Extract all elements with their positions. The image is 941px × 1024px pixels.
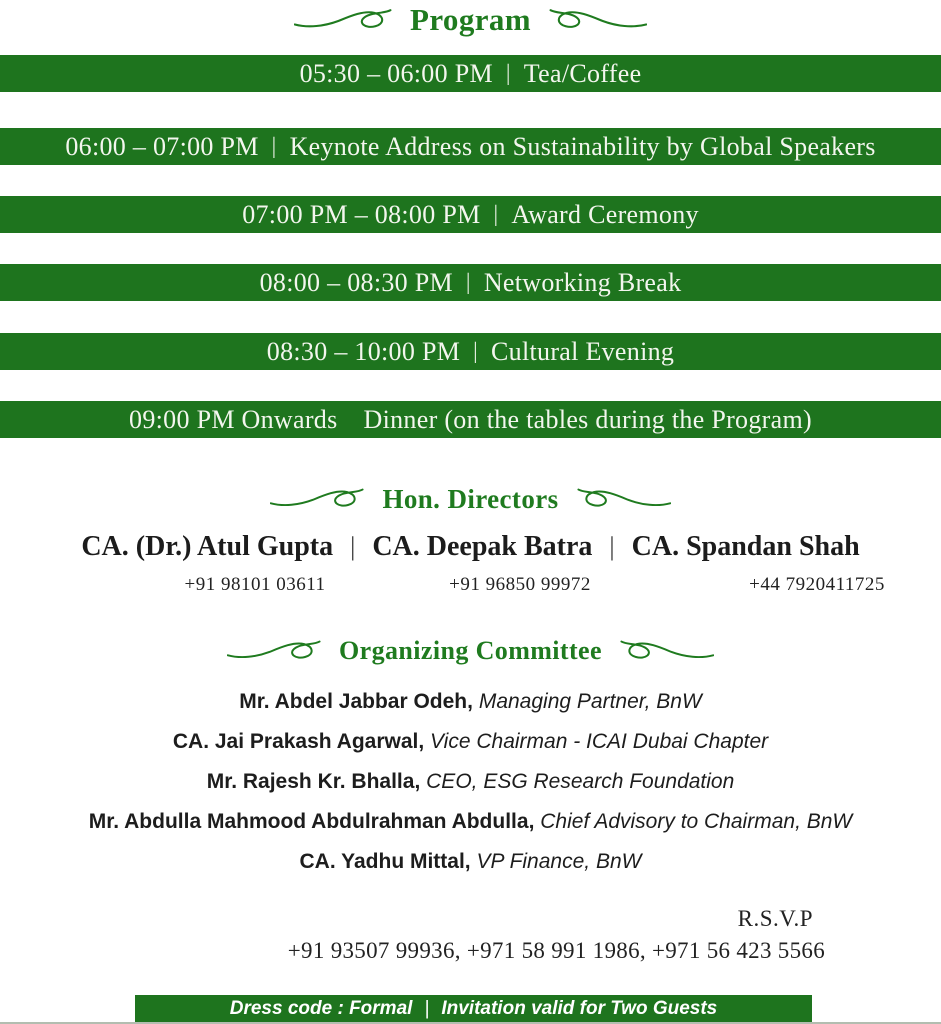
schedule-bar: [0, 196, 941, 233]
footer-dress-code: Dress code : Formal: [229, 997, 413, 1019]
directors-separator: |: [350, 532, 356, 561]
director-name: CA. Deepak Batra: [372, 531, 593, 562]
committee-member: [0, 810, 941, 834]
flourish-left-icon: [270, 486, 366, 512]
committee-member-role: Managing Partner, BnW: [478, 690, 702, 713]
schedule-event: Keynote Address on Sustainability by Global Speakers: [289, 131, 876, 161]
schedule-event: Award Ceremony: [511, 199, 699, 229]
schedule-bar: [0, 264, 941, 301]
director-phone: +91 98101 03611: [184, 574, 326, 595]
committee-member-name: Mr. Abdel Jabbar Odeh,: [239, 690, 473, 713]
directors-separator: |: [609, 532, 615, 561]
schedule-time: 06:00 – 07:00 PM: [65, 131, 259, 161]
schedule-time: 05:30 – 06:00 PM: [299, 58, 493, 88]
rsvp-label: R.S.V.P: [737, 906, 813, 931]
schedule-time: 07:00 PM – 08:00 PM: [242, 199, 481, 229]
program-heading: [0, 0, 941, 40]
schedule-event: Tea/Coffee: [523, 58, 642, 88]
flourish-right-icon: [618, 638, 714, 664]
director-phone: +91 96850 99972: [449, 574, 591, 595]
committee-member-role: CEO, ESG Research Foundation: [426, 770, 735, 793]
committee-member-role: Chief Advisory to Chairman, BnW: [540, 810, 853, 833]
schedule-bar: [0, 333, 941, 370]
schedule-bar: [0, 128, 941, 165]
committee-member: [0, 730, 941, 754]
directors-names-row: [0, 531, 941, 563]
footer-guests-note: Invitation valid for Two Guests: [441, 997, 718, 1019]
flourish-right-icon: [575, 486, 671, 512]
schedule-separator: |: [505, 59, 511, 85]
committee-member-name: Mr. Rajesh Kr. Bhalla,: [206, 770, 421, 793]
rsvp-phones: +91 93507 99936, +971 58 991 1986, +971 56 423 5566: [287, 938, 825, 963]
schedule-event: Dinner (on the tables during the Program): [363, 404, 812, 434]
director-name: CA. (Dr.) Atul Gupta: [81, 531, 334, 562]
schedule-separator: |: [473, 337, 479, 363]
committee-member-name: CA. Jai Prakash Agarwal,: [172, 730, 425, 753]
schedule-time: 08:30 – 10:00 PM: [266, 336, 461, 366]
footer-dress-code-bar: [135, 995, 812, 1022]
directors-heading: [0, 480, 941, 518]
schedule-time: 09:00 PM Onwards: [129, 404, 338, 434]
committee-member-name: Mr. Abdulla Mahmood Abdulrahman Abdulla,: [88, 810, 535, 833]
committee-member: [0, 770, 941, 794]
footer-separator: |: [424, 997, 430, 1019]
committee-member-role: VP Finance, BnW: [476, 850, 642, 873]
directors-title: Hon. Directors: [382, 483, 559, 514]
committee-heading: [0, 632, 941, 670]
director-name: CA. Spandan Shah: [631, 531, 860, 562]
flourish-left-icon: [294, 6, 394, 34]
schedule-bar: [0, 55, 941, 92]
schedule-separator: |: [271, 132, 277, 158]
committee-member: [0, 850, 941, 874]
flourish-right-icon: [547, 6, 647, 34]
director-phone: +44 7920411725: [749, 574, 885, 595]
committee-member-role: Vice Chairman - ICAI Dubai Chapter: [430, 730, 769, 753]
schedule-event: Cultural Evening: [491, 336, 675, 366]
schedule-bar: [0, 401, 941, 438]
committee-member: [0, 690, 941, 714]
flourish-left-icon: [227, 638, 323, 664]
schedule-separator: |: [493, 200, 499, 226]
committee-title: Organizing Committee: [339, 636, 602, 665]
page-title: Program: [409, 2, 532, 37]
schedule-time: 08:00 – 08:30 PM: [259, 267, 453, 297]
schedule-event: Networking Break: [483, 267, 682, 297]
committee-member-name: CA. Yadhu Mittal,: [299, 850, 471, 873]
schedule-separator: |: [465, 268, 471, 294]
